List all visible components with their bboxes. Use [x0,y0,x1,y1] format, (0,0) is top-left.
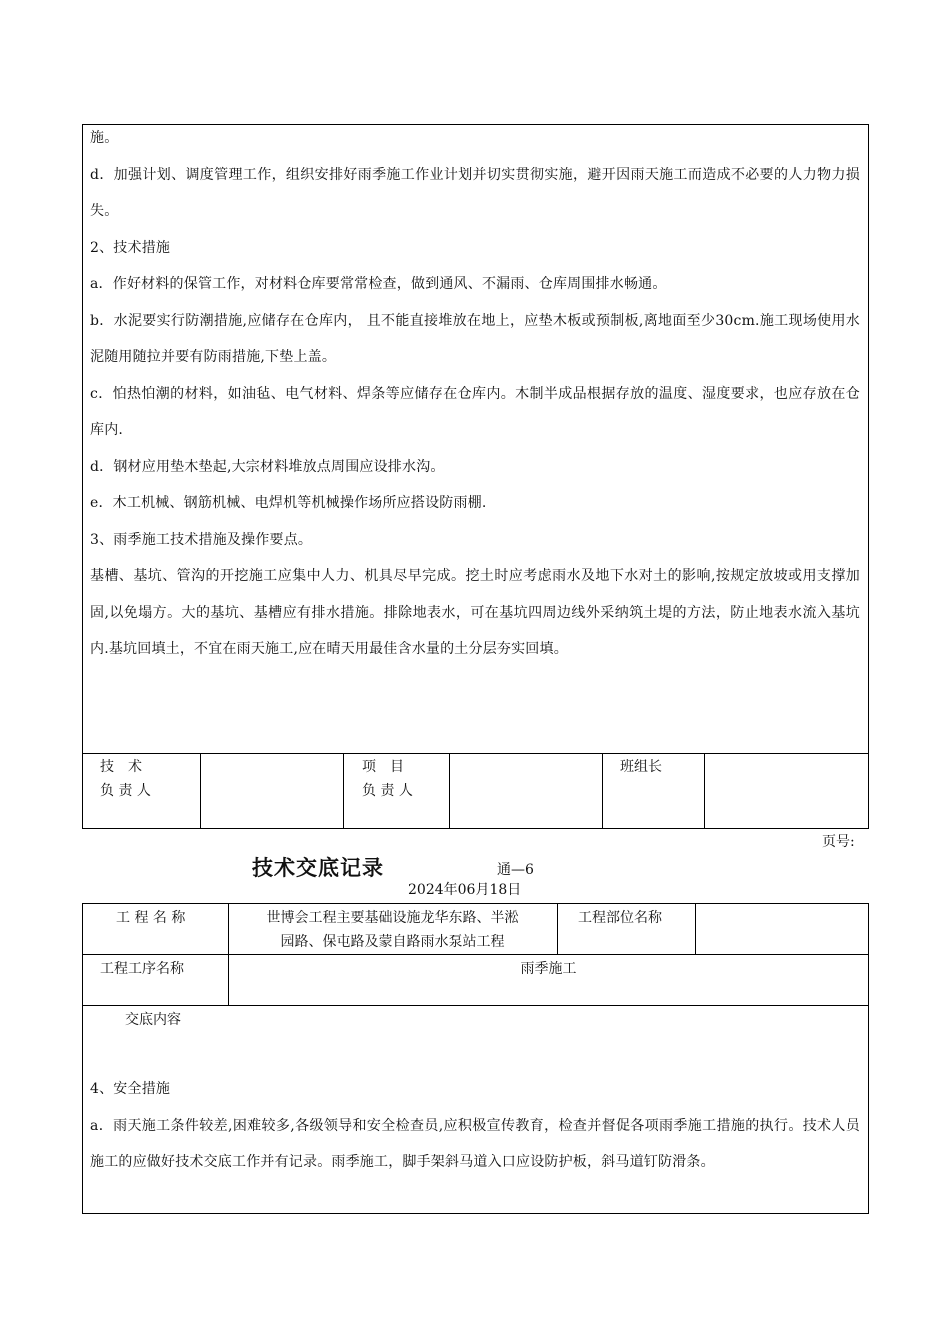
tech-lead-label [100,755,151,803]
label-line: 负 责 人 [100,783,151,799]
paragraph: 基槽、基坑、管沟的开挖施工应集中人力、机具尽早完成。挖土时应考虑雨水及地下水对土的影响,按规定放坡或用支撑加固,以免塌方。大的基坑、基槽应有排水措施。排除地表水，可在基坑四周边线外采纳筑土堤的方法，防止地表水流入基坑内.基坑回填土，不宜在雨天施工,应在晴天用最佳含水量的土分层夯实回填。 [90,568,860,657]
process-label: 工程工序名称 [100,961,184,977]
label-line: 技 术 [100,759,142,775]
cell-divider [343,753,344,829]
project-name-value [228,906,557,954]
record-content-text [90,1071,860,1181]
project-lead-label [362,755,413,803]
project-part-label: 工程部位名称 [578,910,662,926]
paragraph: 4、安全措施 [90,1081,171,1097]
label-line: 项 目 [362,759,404,775]
top-content-text [90,120,860,668]
cell-divider [602,753,603,829]
value-line: 园路、保屯路及蒙自路雨水泵站工程 [280,934,505,950]
paragraph: c．怕热怕潮的材料，如油毡、电气材料、焊条等应储存在仓库内。木制半成品根据存放的温度、湿度要求，也应存放在仓库内. [90,385,860,438]
record-title: 技术交底记录 [252,855,384,880]
cell-divider [449,753,450,829]
team-leader-label: 班组长 [620,759,662,775]
label-line: 负 责 人 [362,783,413,799]
paragraph: d．钢材应用垫木垫起,大宗材料堆放点周围应设排水沟。 [90,458,445,475]
paragraph: 2、技术措施 [90,239,171,256]
paragraph: a．雨天施工条件较差,困难较多,各级领导和安全检查员,应积极宣传教育，检查并督促各项雨季施工措施的执行。技术人员施工的应做好技术交底工作并有记录。雨季施工，脚手架斜马道入口应设防护板，斜马道钉防滑条。 [90,1117,860,1170]
row-divider [82,954,869,955]
paragraph: e．木工机械、钢筋机械、电焊机等机械操作场所应搭设防雨棚. [90,495,487,511]
project-name-label: 工 程 名 称 [116,910,186,926]
paragraph: 施。 [90,130,119,146]
record-code: 通—6 [497,862,534,878]
paragraph: a．作好材料的保管工作，对材料仓库要常常检查，做到通风、不漏雨、仓库周围排水畅通。 [90,276,667,292]
row-divider [82,1005,869,1006]
value-line: 世博会工程主要基础设施龙华东路、半淞 [266,910,519,926]
content-label: 交底内容 [125,1012,181,1028]
paragraph: b．水泥要实行防潮措施,应储存在仓库内， 且不能直接堆放在地上，应垫木板或预制板,离地面至少30cm.施工现场使用水泥随用随拉并要有防雨措施,下垫上盖。 [90,312,860,365]
cell-divider [704,753,705,829]
cell-divider [557,903,558,954]
paragraph: d．加强计划、调度管理工作，组织安排好雨季施工作业计划并切实贯彻实施，避开因雨天施工而造成不必要的人力物力损失。 [90,166,860,219]
record-date: 2024年06月18日 [408,882,522,898]
page-number-label: 页号: [822,834,855,850]
cell-divider [200,753,201,829]
paragraph: 3、雨季施工技术措施及操作要点。 [90,531,313,548]
cell-divider [695,903,696,954]
process-value: 雨季施工 [520,961,577,977]
